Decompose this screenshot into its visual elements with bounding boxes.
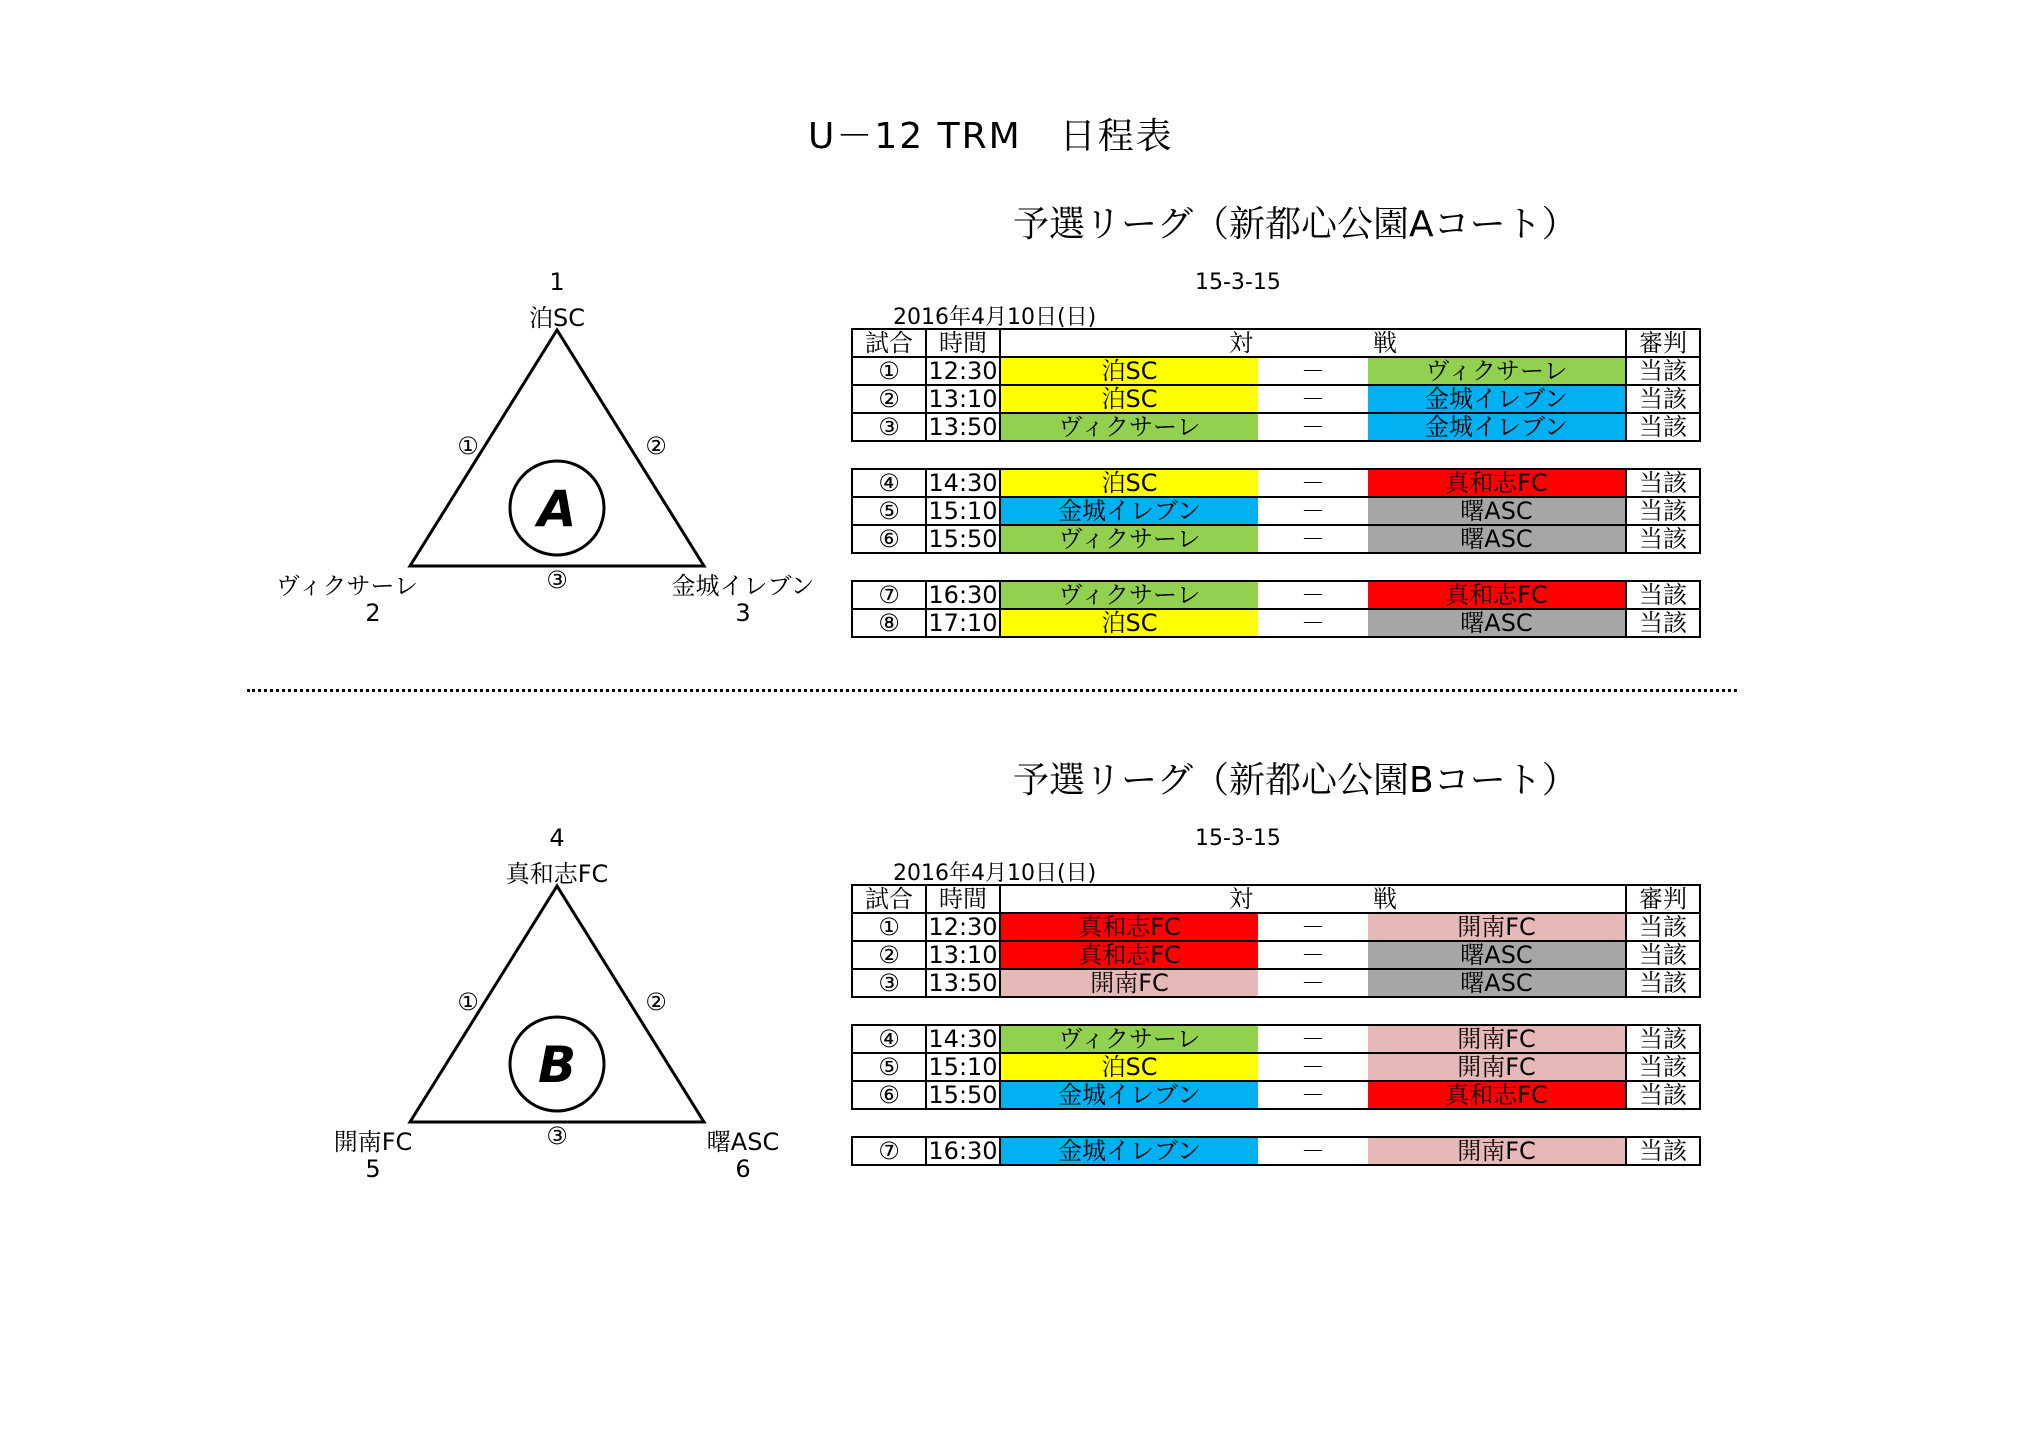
section-b-diagram — [270, 824, 830, 1184]
team-number-1: 1 — [549, 268, 565, 296]
team-number-2: 2 — [365, 599, 381, 627]
away-team: 開南FC — [1368, 913, 1626, 941]
section-a-code: 15-3-15 — [1195, 270, 1281, 295]
match-number: ⑥ — [852, 525, 926, 553]
header-row — [852, 885, 1700, 913]
match-number: ③ — [852, 969, 926, 997]
match-time: 15:10 — [926, 497, 1000, 525]
gap-cell — [852, 553, 1700, 581]
page-title: U－12 TRM 日程表 — [808, 116, 1174, 157]
referee: 当該 — [1626, 581, 1700, 609]
referee: 当該 — [1626, 525, 1700, 553]
match-time: 14:30 — [926, 469, 1000, 497]
away-team: 金城イレブン — [1368, 385, 1626, 413]
home-team: 泊SC — [1000, 609, 1258, 637]
group-gap — [852, 441, 1700, 469]
header-time: 時間 — [926, 885, 1000, 913]
match-time: 13:50 — [926, 969, 1000, 997]
home-team: ヴィクサーレ — [1000, 413, 1258, 441]
gap-cell — [852, 997, 1700, 1025]
header-match: 試合 — [852, 329, 926, 357]
match-time: 14:30 — [926, 1025, 1000, 1053]
match-time: 13:10 — [926, 385, 1000, 413]
match-row — [852, 1137, 1700, 1165]
section-a-diagram — [270, 268, 830, 628]
team-left-label: ヴィクサーレ — [275, 572, 419, 600]
match-time: 13:50 — [926, 413, 1000, 441]
section-a-date: 2016年4月10日(日) — [893, 305, 1097, 330]
home-team: ヴィクサーレ — [1000, 1025, 1258, 1053]
away-team: 開南FC — [1368, 1025, 1626, 1053]
home-team: 真和志FC — [1000, 913, 1258, 941]
match-time: 12:30 — [926, 357, 1000, 385]
match-time: 15:50 — [926, 1081, 1000, 1109]
home-team: 金城イレブン — [1000, 1137, 1258, 1165]
match-row — [852, 525, 1700, 553]
away-team: 曙ASC — [1368, 969, 1626, 997]
referee: 当該 — [1626, 913, 1700, 941]
versus-dash: － — [1258, 913, 1368, 941]
home-team: 金城イレブン — [1000, 497, 1258, 525]
section-b-code: 15-3-15 — [1195, 826, 1281, 851]
gap-cell — [852, 1109, 1700, 1137]
group-letter: A — [537, 480, 577, 538]
match-time: 13:10 — [926, 941, 1000, 969]
section-a-title: 予選リーグ（新都心公園Aコート） — [1013, 204, 1578, 245]
match-time: 16:30 — [926, 1137, 1000, 1165]
edge-label-left: ① — [457, 988, 479, 1016]
header-referee: 審判 — [1626, 329, 1700, 357]
versus-dash: － — [1258, 1053, 1368, 1081]
schedule-table-b — [851, 884, 1701, 1166]
match-row — [852, 497, 1700, 525]
match-time: 17:10 — [926, 609, 1000, 637]
referee: 当該 — [1626, 357, 1700, 385]
home-team: ヴィクサーレ — [1000, 525, 1258, 553]
match-number: ⑦ — [852, 581, 926, 609]
match-number: ③ — [852, 413, 926, 441]
team-right-label: 金城イレブン — [671, 572, 815, 600]
team-number-5: 5 — [365, 1155, 381, 1183]
referee: 当該 — [1626, 1053, 1700, 1081]
team-number-3: 3 — [735, 599, 751, 627]
match-row — [852, 941, 1700, 969]
match-number: ① — [852, 357, 926, 385]
match-row — [852, 581, 1700, 609]
team-top-label: 泊SC — [529, 304, 585, 332]
edge-label-left: ① — [457, 432, 479, 460]
section-divider — [247, 689, 1737, 692]
referee: 当該 — [1626, 1081, 1700, 1109]
home-team: 開南FC — [1000, 969, 1258, 997]
match-number: ④ — [852, 469, 926, 497]
edge-label-bottom: ③ — [546, 566, 568, 594]
match-time: 12:30 — [926, 913, 1000, 941]
team-top-label: 真和志FC — [505, 860, 609, 888]
header-versus: 対 戦 — [1000, 885, 1626, 913]
header-match: 試合 — [852, 885, 926, 913]
away-team: 真和志FC — [1368, 1081, 1626, 1109]
match-row — [852, 1053, 1700, 1081]
referee: 当該 — [1626, 1137, 1700, 1165]
match-number: ⑧ — [852, 609, 926, 637]
group-gap — [852, 553, 1700, 581]
versus-dash: － — [1258, 413, 1368, 441]
group-gap — [852, 997, 1700, 1025]
team-right-label: 曙ASC — [706, 1128, 780, 1156]
match-time: 15:10 — [926, 1053, 1000, 1081]
match-number: ⑤ — [852, 1053, 926, 1081]
referee: 当該 — [1626, 497, 1700, 525]
header-referee: 審判 — [1626, 885, 1700, 913]
group-gap — [852, 1109, 1700, 1137]
referee: 当該 — [1626, 941, 1700, 969]
versus-dash: － — [1258, 1025, 1368, 1053]
versus-dash: － — [1258, 969, 1368, 997]
match-row — [852, 609, 1700, 637]
match-number: ① — [852, 913, 926, 941]
away-team: 開南FC — [1368, 1137, 1626, 1165]
section-b-title: 予選リーグ（新都心公園Bコート） — [1013, 760, 1578, 801]
home-team: 泊SC — [1000, 385, 1258, 413]
match-row — [852, 1081, 1700, 1109]
match-number: ⑦ — [852, 1137, 926, 1165]
versus-dash: － — [1258, 357, 1368, 385]
referee: 当該 — [1626, 385, 1700, 413]
gap-cell — [852, 441, 1700, 469]
match-row — [852, 1025, 1700, 1053]
edge-label-right: ② — [645, 432, 667, 460]
away-team: 曙ASC — [1368, 497, 1626, 525]
match-row — [852, 913, 1700, 941]
match-number: ⑤ — [852, 497, 926, 525]
edge-label-bottom: ③ — [546, 1122, 568, 1150]
team-left-label: 開南FC — [333, 1128, 413, 1156]
home-team: 金城イレブン — [1000, 1081, 1258, 1109]
away-team: 真和志FC — [1368, 469, 1626, 497]
section-b-date: 2016年4月10日(日) — [893, 861, 1097, 886]
schedule-table-a — [851, 328, 1701, 638]
match-row — [852, 413, 1700, 441]
match-number: ② — [852, 941, 926, 969]
versus-dash: － — [1258, 941, 1368, 969]
referee: 当該 — [1626, 469, 1700, 497]
away-team: 金城イレブン — [1368, 413, 1626, 441]
home-team: ヴィクサーレ — [1000, 581, 1258, 609]
match-number: ⑥ — [852, 1081, 926, 1109]
away-team: 開南FC — [1368, 1053, 1626, 1081]
home-team: 真和志FC — [1000, 941, 1258, 969]
referee: 当該 — [1626, 969, 1700, 997]
away-team: 曙ASC — [1368, 609, 1626, 637]
home-team: 泊SC — [1000, 357, 1258, 385]
match-row — [852, 969, 1700, 997]
referee: 当該 — [1626, 1025, 1700, 1053]
match-row — [852, 469, 1700, 497]
away-team: 曙ASC — [1368, 941, 1626, 969]
home-team: 泊SC — [1000, 1053, 1258, 1081]
header-row — [852, 329, 1700, 357]
versus-dash: － — [1258, 1137, 1368, 1165]
header-versus: 対 戦 — [1000, 329, 1626, 357]
group-letter: B — [537, 1036, 577, 1094]
referee: 当該 — [1626, 413, 1700, 441]
edge-label-right: ② — [645, 988, 667, 1016]
versus-dash: － — [1258, 497, 1368, 525]
match-row — [852, 385, 1700, 413]
away-team: 曙ASC — [1368, 525, 1626, 553]
match-time: 15:50 — [926, 525, 1000, 553]
versus-dash: － — [1258, 609, 1368, 637]
away-team: ヴィクサーレ — [1368, 357, 1626, 385]
match-time: 16:30 — [926, 581, 1000, 609]
home-team: 泊SC — [1000, 469, 1258, 497]
match-row — [852, 357, 1700, 385]
versus-dash: － — [1258, 469, 1368, 497]
versus-dash: － — [1258, 581, 1368, 609]
versus-dash: － — [1258, 1081, 1368, 1109]
versus-dash: － — [1258, 525, 1368, 553]
team-number-4: 4 — [549, 824, 565, 852]
versus-dash: － — [1258, 385, 1368, 413]
match-number: ④ — [852, 1025, 926, 1053]
away-team: 真和志FC — [1368, 581, 1626, 609]
referee: 当該 — [1626, 609, 1700, 637]
team-number-6: 6 — [735, 1155, 751, 1183]
match-number: ② — [852, 385, 926, 413]
header-time: 時間 — [926, 329, 1000, 357]
